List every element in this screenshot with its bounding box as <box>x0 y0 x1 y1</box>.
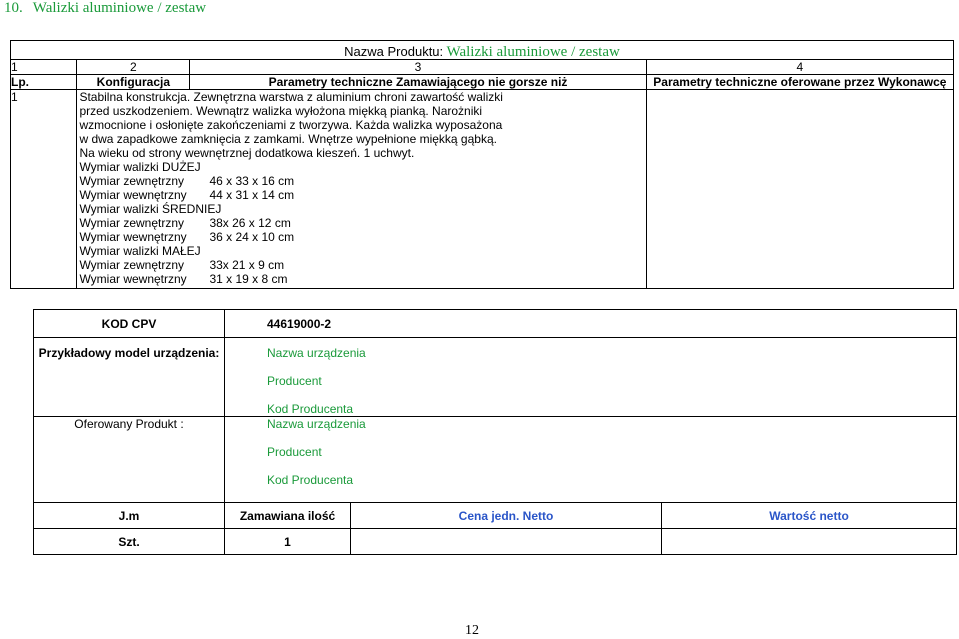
example-field-producer: Producent <box>267 374 322 388</box>
size-inner-value: 31 x 19 x 8 cm <box>209 272 288 286</box>
description-line: wzmocnione i osłonięte zakończeniami z tworzywa. Każda walizka wyposażona <box>79 118 503 132</box>
header-offered-params: Parametry techniczne oferowane przez Wykonawcę <box>646 75 953 90</box>
product-name-row <box>11 41 954 60</box>
row-lp: 1 <box>11 90 77 289</box>
header-required-params: Parametry techniczne Zamawiającego nie gorsze niż <box>190 75 647 90</box>
offered-params-cell[interactable] <box>646 90 953 289</box>
column-header-row <box>11 75 954 90</box>
offered-field-code: Kod Producenta <box>267 473 354 487</box>
value-unit: Szt. <box>34 529 225 555</box>
column-number: 2 <box>77 60 190 75</box>
offered-product-row <box>34 417 957 503</box>
description-line: w dwa zapadkowe zamknięcia z zamkami. Wnętrze wypełnione miękką gąbką. <box>79 132 497 146</box>
size-inner-label: Wymiar wewnętrzny <box>79 188 187 202</box>
header-lp: Lp. <box>11 75 77 90</box>
product-name-value: Walizki aluminiowe / zestaw <box>446 44 620 60</box>
required-params-cell <box>77 90 646 289</box>
size-inner-value: 36 x 24 x 10 cm <box>209 230 295 244</box>
size-inner <box>79 188 643 202</box>
example-model-fields <box>225 338 957 417</box>
section-heading <box>4 0 206 17</box>
header-unit: J.m <box>34 503 225 529</box>
value-unit-price[interactable] <box>351 529 662 555</box>
spec-row <box>11 90 954 289</box>
value-net-value[interactable] <box>662 529 957 555</box>
cpv-row <box>34 310 957 338</box>
size-outer-value: 46 x 33 x 16 cm <box>209 174 295 188</box>
spec-table <box>10 40 954 289</box>
section-number: 10. <box>4 0 23 16</box>
description-line: Na wieku od strony wewnętrznej dodatkowa kieszeń. 1 uchwyt. <box>79 146 415 160</box>
description-line: przed uszkodzeniem. Wewnątrz walizka wyłożona miękką pianką. Narożniki <box>79 104 483 118</box>
offered-product-fields[interactable] <box>225 417 957 503</box>
size-outer <box>79 258 643 272</box>
size-outer-value: 33x 21 x 9 cm <box>209 258 285 272</box>
size-outer-label: Wymiar zewnętrzny <box>79 216 185 230</box>
offered-field-producer: Producent <box>267 445 322 459</box>
size-outer <box>79 174 643 188</box>
column-number-row <box>11 60 954 75</box>
size-inner-label: Wymiar wewnętrzny <box>79 272 187 286</box>
product-name-label: Nazwa Produktu: <box>344 44 444 59</box>
header-net-value: Wartość netto <box>662 503 957 529</box>
order-header-row <box>34 503 957 529</box>
cpv-table <box>33 309 957 555</box>
section-title: Walizki aluminiowe / zestaw <box>32 0 207 16</box>
column-number: 3 <box>190 60 647 75</box>
page-number: 12 <box>465 623 479 638</box>
column-number: 1 <box>11 60 77 75</box>
header-configuration: Konfiguracja <box>77 75 190 90</box>
example-field-name: Nazwa urządzenia <box>267 346 366 360</box>
header-unit-price: Cena jedn. Netto <box>351 503 662 529</box>
size-outer-label: Wymiar zewnętrzny <box>79 258 185 272</box>
cpv-value: 44619000-2 <box>225 310 957 338</box>
order-value-row <box>34 529 957 555</box>
example-field-code: Kod Producenta <box>267 402 354 416</box>
cpv-label: KOD CPV <box>34 310 225 338</box>
description-line: Stabilna konstrukcja. Zewnętrzna warstwa z aluminium chroni zawartość walizki <box>79 90 503 104</box>
header-quantity: Zamawiana ilość <box>225 503 351 529</box>
size-inner <box>79 230 643 244</box>
example-model-label: Przykładowy model urządzenia: <box>34 338 225 417</box>
size-inner-value: 44 x 31 x 14 cm <box>209 188 295 202</box>
size-outer <box>79 216 643 230</box>
offered-product-label: Oferowany Produkt : <box>34 417 225 503</box>
column-number: 4 <box>646 60 953 75</box>
size-inner-label: Wymiar wewnętrzny <box>79 230 187 244</box>
value-quantity: 1 <box>225 529 351 555</box>
example-model-row <box>34 338 957 417</box>
size-outer-label: Wymiar zewnętrzny <box>79 174 185 188</box>
size-title: Wymiar walizki MAŁEJ <box>79 244 201 258</box>
size-outer-value: 38x 26 x 12 cm <box>209 216 291 230</box>
size-title: Wymiar walizki ŚREDNIEJ <box>79 202 222 216</box>
offered-field-name: Nazwa urządzenia <box>267 417 366 431</box>
size-inner <box>79 272 643 286</box>
size-title: Wymiar walizki DUŻEJ <box>79 160 201 174</box>
